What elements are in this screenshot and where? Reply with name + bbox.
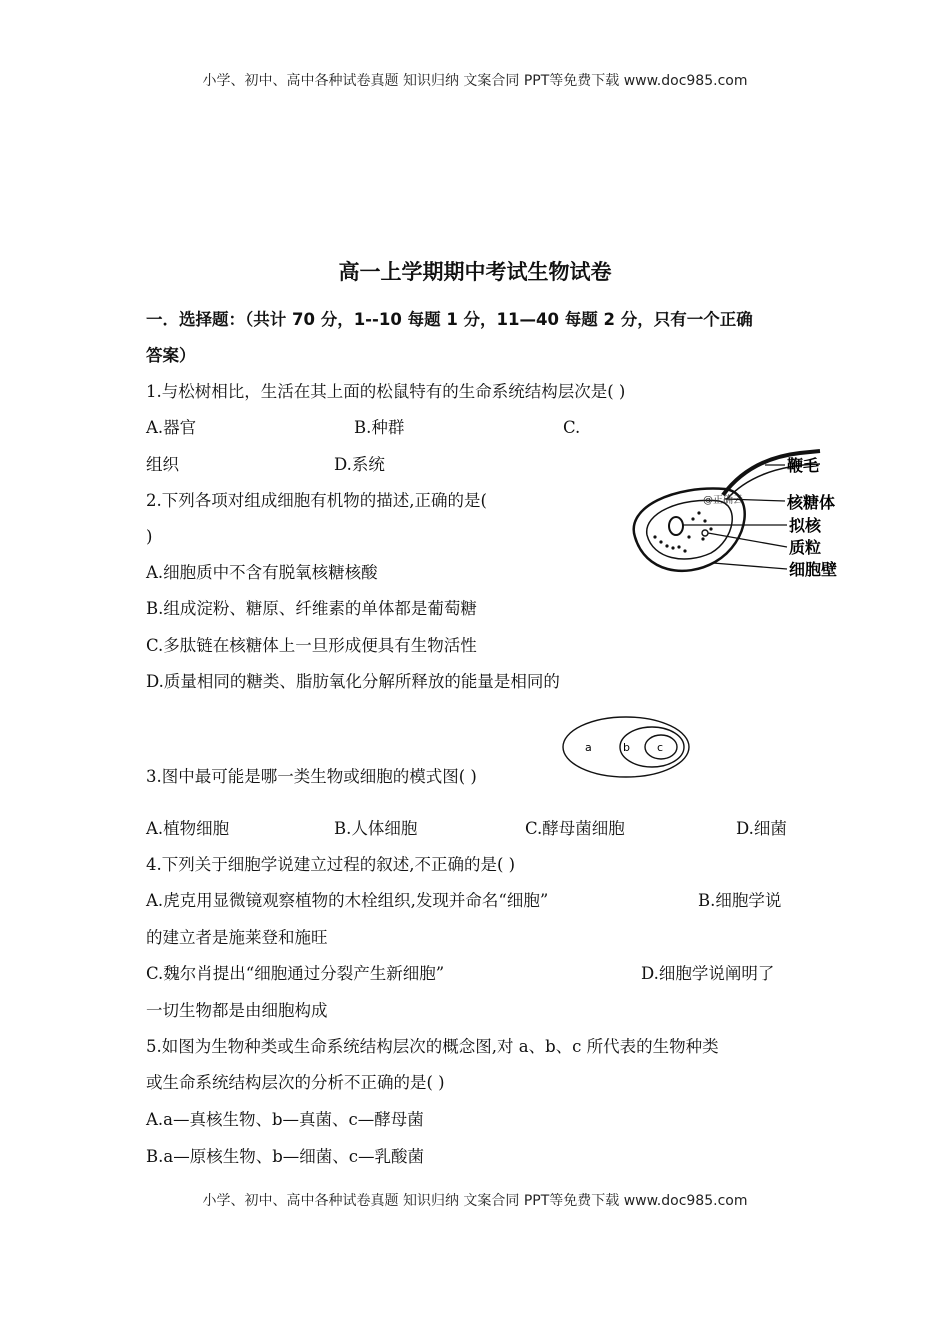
- ellipse-label-b: b: [623, 741, 630, 754]
- label-cell-wall: 细胞壁: [789, 560, 838, 579]
- label-ribosome: 核糖体: [787, 493, 836, 512]
- q2-option-b: B.组成淀粉、糖原、纤维素的单体都是葡萄糖: [146, 599, 477, 618]
- page-title: 高一上学期期中考试生物试卷: [338, 260, 612, 284]
- q4-option-d-cont: 一切生物都是由细胞构成: [146, 1001, 328, 1020]
- q1-option-a: A.器官: [146, 418, 197, 437]
- bacterium-diagram: [615, 447, 855, 587]
- q5-option-a: A.a—真核生物、b—真菌、c—酵母菌: [146, 1110, 424, 1129]
- q4-option-a: A.虎克用显微镜观察植物的木栓组织,发现并命名“细胞”: [146, 891, 549, 910]
- label-flagellum: 鞭毛: [787, 456, 820, 475]
- bacterium-inner-text: @正确云: [703, 495, 743, 506]
- q2-option-a: A.细胞质中不含有脱氧核糖核酸: [146, 563, 378, 582]
- q3-option-d: D.细菌: [736, 819, 787, 838]
- q2-stem-cont: ): [146, 527, 153, 546]
- q5-stem-cont: 或生命系统结构层次的分析不正确的是( ): [146, 1073, 445, 1092]
- q1-stem: 1.与松树相比，生活在其上面的松鼠特有的生命系统结构层次是( ): [146, 382, 626, 401]
- q2-option-c: C.多肽链在核糖体上一旦形成便具有生物活性: [146, 636, 477, 655]
- page-footer: 小学、初中、高中各种试卷真题 知识归纳 文案合同 PPT等免费下载 www.doc985.com: [202, 1193, 748, 1209]
- q1-option-b: B.种群: [354, 418, 405, 437]
- q3-option-a: A.植物细胞: [146, 819, 230, 838]
- q4-option-b-cont: 的建立者是施莱登和施旺: [146, 928, 328, 947]
- q5-option-b: B.a—原核生物、b—细菌、c—乳酸菌: [146, 1147, 425, 1166]
- label-plasmid: 质粒: [789, 538, 822, 557]
- q4-option-c: C.魏尔肖提出“细胞通过分裂产生新细胞”: [146, 964, 445, 983]
- q1-option-d: D.系统: [334, 455, 385, 474]
- nested-ellipse-diagram: [560, 713, 695, 783]
- page-header: 小学、初中、高中各种试卷真题 知识归纳 文案合同 PPT等免费下载 www.doc985.com: [202, 73, 748, 89]
- q5-stem: 5.如图为生物种类或生命系统结构层次的概念图,对 a、b、c 所代表的生物种类: [146, 1037, 719, 1056]
- q1-option-c: C.: [563, 418, 581, 437]
- q3-option-c: C.酵母菌细胞: [525, 819, 625, 838]
- section-heading-cont: 答案）: [146, 346, 196, 365]
- ellipse-label-a: a: [585, 741, 592, 754]
- q4-option-d: D.细胞学说阐明了: [641, 964, 775, 983]
- q2-option-d: D.质量相同的糖类、脂肪氧化分解所释放的能量是相同的: [146, 672, 560, 691]
- q3-option-b: B.人体细胞: [334, 819, 418, 838]
- ellipse-label-c: c: [657, 741, 664, 754]
- label-nucleoid: 拟核: [789, 516, 822, 535]
- q2-stem: 2.下列各项对组成细胞有机物的描述,正确的是(: [146, 491, 487, 510]
- q3-stem: 3.图中最可能是哪一类生物或细胞的模式图( ): [146, 767, 477, 786]
- q1-option-c-cont: 组织: [146, 455, 179, 474]
- q4-stem: 4.下列关于细胞学说建立过程的叙述,不正确的是( ): [146, 855, 516, 874]
- q4-option-b: B.细胞学说: [698, 891, 782, 910]
- section-heading: 一．选择题：（共计 70 分，1--10 每题 1 分，11—40 每题 2 分，只有一个正确: [146, 310, 753, 329]
